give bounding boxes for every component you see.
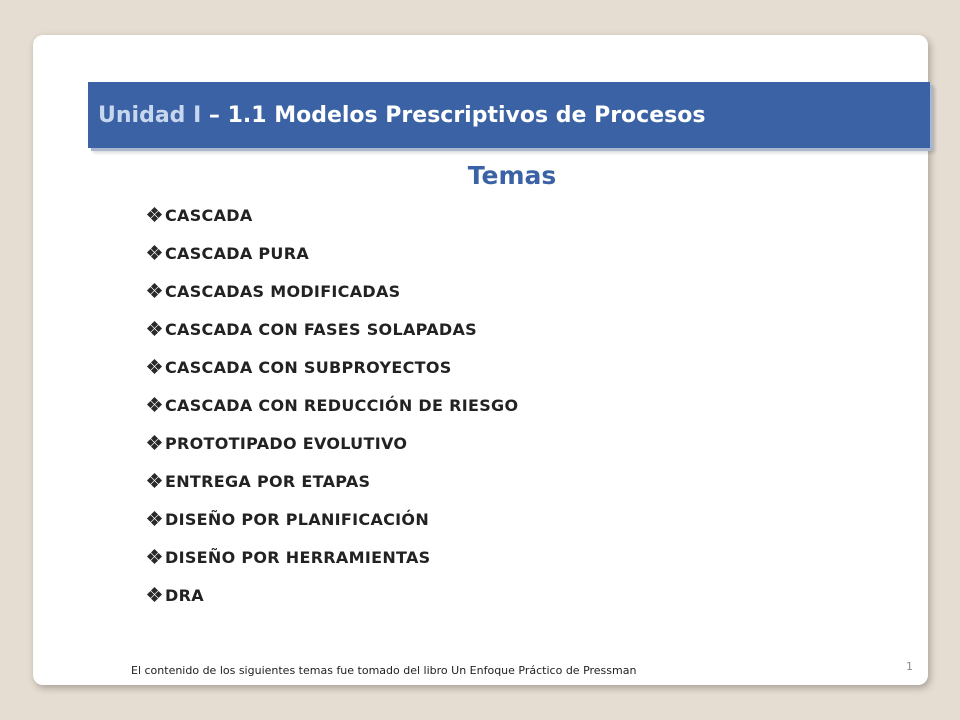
footer-note: El contenido de los siguientes temas fue tomado del libro Un Enfoque Práctico de Pressman: [131, 664, 637, 677]
topic-list: [148, 196, 518, 614]
diamond-bullet-icon: [148, 550, 162, 564]
topic-label: DISEÑO POR PLANIFICACIÓN: [165, 509, 430, 529]
diamond-bullet-icon: [148, 512, 162, 526]
diamond-bullet-icon: [148, 284, 162, 298]
title-bar: [88, 82, 930, 148]
diamond-bullet-icon: [148, 208, 162, 222]
diamond-bullet-icon: [148, 588, 162, 602]
topic-label: CASCADA: [165, 205, 253, 225]
slide-title: [98, 103, 705, 128]
topic-label: DISEÑO POR HERRAMIENTAS: [165, 547, 431, 567]
topic-label: PROTOTIPADO EVOLUTIVO: [165, 433, 408, 453]
topic-item: [148, 576, 518, 614]
topic-item: [148, 272, 518, 310]
page-number: 1: [906, 660, 913, 673]
diamond-bullet-icon: [148, 246, 162, 260]
topic-label: ENTREGA POR ETAPAS: [165, 471, 371, 491]
topic-label: DRA: [165, 585, 204, 605]
topic-item: [148, 348, 518, 386]
diamond-bullet-icon: [148, 398, 162, 412]
topic-label: CASCADA CON SUBPROYECTOS: [165, 357, 452, 377]
topic-label: CASCADA CON FASES SOLAPADAS: [165, 319, 477, 339]
topic-item: [148, 196, 518, 234]
topic-label: CASCADA CON REDUCCIÓN DE RIESGO: [165, 395, 519, 415]
topic-item: [148, 234, 518, 272]
topic-item: [148, 310, 518, 348]
diamond-bullet-icon: [148, 436, 162, 450]
topic-item: [148, 462, 518, 500]
topic-item: [148, 538, 518, 576]
slide-title-unit: Unidad I: [98, 102, 202, 128]
topic-label: CASCADA PURA: [165, 243, 310, 263]
slide-subtitle: Temas: [467, 161, 557, 190]
topic-item: [148, 500, 518, 538]
topic-item: [148, 424, 518, 462]
topic-label: CASCADAS MODIFICADAS: [165, 281, 401, 301]
diamond-bullet-icon: [148, 360, 162, 374]
slide-title-text: – 1.1 Modelos Prescriptivos de Procesos: [201, 102, 706, 128]
diamond-bullet-icon: [148, 322, 162, 336]
diamond-bullet-icon: [148, 474, 162, 488]
topic-item: [148, 386, 518, 424]
